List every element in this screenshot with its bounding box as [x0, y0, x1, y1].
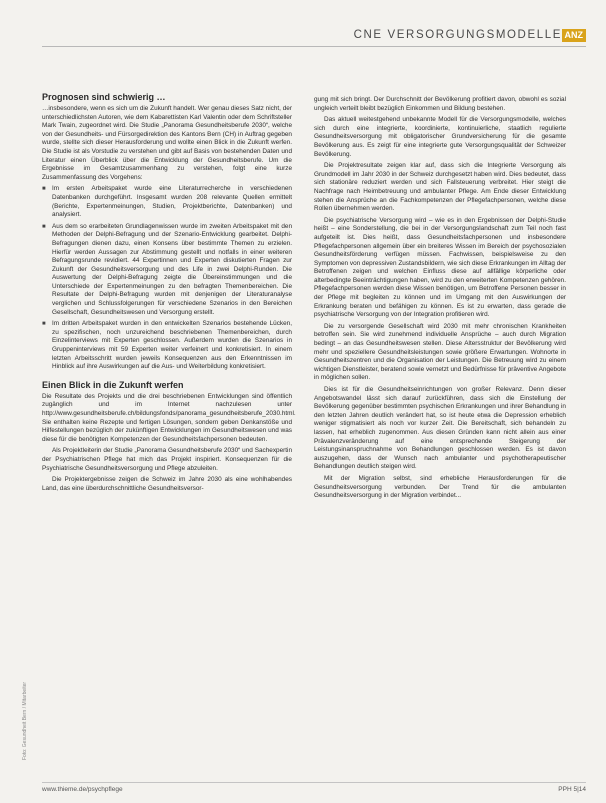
header-title: CNE VERSORGUNGSMODELLE: [353, 29, 562, 41]
section-heading-prognosen: Prognosen sind schwierig …: [42, 92, 166, 102]
running-header: [42, 28, 586, 47]
paragraph: Die psychiatrische Versorgung wird – wie es in den Ergebnissen der Delphi-Studie heißt – eine Sonderstellung, die bei in der Versorgungslandschaft zum Teil noch fast aufgeteilt ist. Dies heißt, dass Gesundheitsfachpersonen und insbesondere Pflegefachpersonen allgemein über ein breiteres Wissen im Bereich der psychosozialen Gesundheitsförderung verfügen müssen. Fachwissen, beispielsweise zu den Symptomen von depressiven Zustandsbildern, wie sich diese Erkrankungen im Alltag der Betroffenen zeigen und welchen Einfluss diese auf allfällige körperliche oder alterbedingte Beeinträchtigungen haben, wird zu den erweiterten Kompetenzen gehören. Pflegefachpersonen werden diese Wissen benötigen, um Betroffene Personen besser in der Pflege mit begleiten zu können und im Umgang mit den Auswirkungen der Erkrankung beraten und befähigen zu können. Es ist zu erwarten, dass gerade die psychiatrische Versorgung von der Integration profitieren wird.: [314, 216, 566, 319]
paragraph: Dies ist für die Gesundheitseinrichtungen von großer Relevanz. Denn dieser Angebotswandel lässt sich darauf zurückführen, dass sich die Einstellung der Bevölkerung gegenüber bestimmten psychischen Erkrankungen und ihrer Behandlung in den letzten Jahren deutlich verändert hat, so ist heute etwa die Depression erheblich weniger stigmatisiert als noch vor kurzer Zeit. Die Bereitschaft, sich behandeln zu lassen, hat erheblich zugenommen. Aus diesen Gründen kann nicht allein aus einer Prävalenzveränderung auf eine entsprechende Steigerung der Leistungsinanspruchnahme von Behandlungen geschlossen werden. Es ist davon auszugehen, dass der Wunsch nach ambulanter und psychotherapeutischer Behandlungen deutlich steigen wird.: [314, 386, 566, 471]
footer-url: www.thieme.de/psychpflege: [42, 786, 123, 793]
paragraph: Die zu versorgende Gesellschaft wird 2030 mit mehr chronischen Krankheiten betroffen sein. Sie wird zunehmend individuelle Ansprüche – auch durch Migration bedingt – an das Gesundheitswesen stellen. Diese Altersstruktur der Bevölkerung wird mehr und speziellere Gesundheitsleistungen sowie größere Erwartungen. Wohnorte in Gesundheitszentren und die Organisation der Leistungen. Die Betreuung wird zu einem wichtigen Dienstleister, beratend sowie vernetzt und Bedürfnisse für präventive Angebote in möglichen sollen.: [314, 322, 566, 382]
paragraph: Die Resultate des Projekts und die drei beschriebenen Entwicklungen sind öffentlich zugänglich und im Internet nachzulesen unter http://www.gesundheitsberufe.ch/bildungsfonds/panorama_gesundheitsberufe_2030.html. Sie enthalten keine Rezepte und fertigen Lösungen, sondern geben Denkanstöße und Hilfestellungen bezüglich der zukünftigen Entwicklungen im Gesundheitswesen und was diese für die benötigten Kompetenzen der Gesundheitsfachpersonen bedeuten.: [42, 392, 296, 443]
section-heading-zukunft: Einen Blick in die Zukunft werfen: [42, 379, 184, 390]
bullet-item: ■ Im ersten Arbeitspaket wurde eine Literaturrecherche in verschiedenen Datenbanken durchgeführt. Insgesamt wurden 208 relevante Quellen ermittelt (Berichte, Expertenmeinungen, Studien, Projektberichte, Datenbanken) und analysiert.: [42, 185, 292, 219]
right-column: [314, 96, 566, 504]
photo-credit: Foto: Gesundheit Bern / Mitarbeiter: [22, 681, 28, 760]
paragraph: Das aktuell weitestgehend unbekannte Modell für die Versorgungsmodelle, welches sich durch eine integrierte, koordinierte, kontinuierliche, staatlich regulierte Gesundheitsversorgung mit obligatorischer Grundversicherung für die gesamte Bevölkerung aus. Es zeigt für eine integrierte gute Versorgungsqualität der Schweizer Bevölkerung.: [314, 116, 566, 158]
paragraph: Die Projektergebnisse zeigen die Schweiz im Jahre 2030 als eine wohlhabendes Land, das eine überdurchschnittliche Gesundheitsversor-: [42, 476, 292, 492]
left-column: [42, 92, 296, 496]
paragraph: …insbesondere, wenn es sich um die Zukunft handelt. Wer genau dieses Satz nicht, der unterschiedlichsten Autoren, wie dem Kabarettisten Karl Valentin oder dem Schriftsteller Mark Twain, zugeordnet wird. Die Studie „Panorama Gesundheitsberufe 2030“, welche von der Gesundheits- und Fürsorgedirektion des Kantons Bern (CH) in Auftrag gegeben wurde, stellte sich dieser Herausforderung und wollte einen Blick in die Zukunft werfen. Die Studie ist als Vorstudie zu verstehen und gibt auf Basis von bestehenden Daten und Literatur einen Überblick über die Entwicklung der Gesundheitsberufe. Um die Ergebnisse im Gesamtzusammenhang zu verstehen, folgt eine kurze Zusammenfassung des Vorgehens:: [42, 105, 292, 181]
page-number: PPH 5|14: [558, 786, 586, 793]
paragraph: Die Projektresultate zeigen klar auf, dass sich die Integrierte Versorgung als Grundmodell im Jahr 2030 in der Schweiz durchgesetzt haben wird. Dies bedeutet, dass sich stationäre reduziert werden und sich Fallsteuerung verbreitet. Hier steigt die Nachfrage nach Heimbetreuung und ambulanter Pflege. Am Ende dieser Entwicklung stehen die Ansprüche an die Fachkompetenzen der Pflegefachpersonen, welche diese Rollen übernehmen werden.: [314, 162, 566, 213]
footer-rule: [42, 782, 586, 783]
paragraph: gung mit sich bringt. Der Durchschnitt der Bevölkerung profitiert davon, obwohl es sozial ungleich verteilt bleibt bezüglich Einkommen und Bildung bestehen.: [314, 96, 566, 112]
paragraph: Mit der Migration selbst, sind erhebliche Herausforderungen für die Gesundheitsversorgung verbunden. Der Trend für die ambulanten Gesundheitsversorgung in der Migration verbindet...: [314, 474, 566, 500]
bullet-item: ■ Im dritten Arbeitspaket wurden in den entwickelten Szenarios bestehende Lücken, zu spezifischen, noch unzureichend beschriebenen Themenbereichen, durch Einzelinterviews mit Experten geschlossen. Außerdem wurden die Szenarios in Gruppeninterviews mit 59 Experten weiter verfeinert und konkretisiert. In einem letzten Arbeitsschritt wurden jeweils Konsequenzen aus den Erkenntnissen im Hinblick auf ihre Auswirkungen auf die Aus- und Weiterbildung konkretisiert.: [42, 320, 292, 372]
bullet-item: ■ Aus dem so erarbeiteten Grundlagenwissen wurde im zweiten Arbeitspaket mit den Methoden der Delphi-Befragung und der Szenario-Entwicklung gearbeitet. Delphi-Befragungen dienen dazu, einen Konsens über bestimmte Themen zu erzielen. Hierfür werden Aussagen zur Abstimmung gestellt und notfalls in einer weiteren Befragungsrunde revidiert. 44 Expertinnen und Experten diskutierten Fragen zur Zukunft der Gesundheitsversorgung und des Life in zwei Delphi-Runden. Die Auswertung der Delphi-Befragung zeigte die Übereinstimmungen und die Unterschiede der Expertenmeinungen zu den befragten Themenbereichen. Die Resultate der Delphi-Befragung wurden mit denjenigen der Literaturanalyse verglichen und Schlussfolgerungen für verschiedene Szenarios in den Bereichen Gesellschaft, Gesundheitswesen und Versorgung erstellt.: [42, 223, 292, 318]
header-badge: ANZ: [562, 29, 587, 42]
paragraph: Als Projektleiterin der Studie „Panorama Gesundheitsberufe 2030“ und Sachexpertin der Psychiatrischen Pflege hat mich das Projekt inspiriert. Konsequenzen für die Psychiatrische Gesundheitsversorgung und Pflege abzuleiten.: [42, 447, 292, 472]
